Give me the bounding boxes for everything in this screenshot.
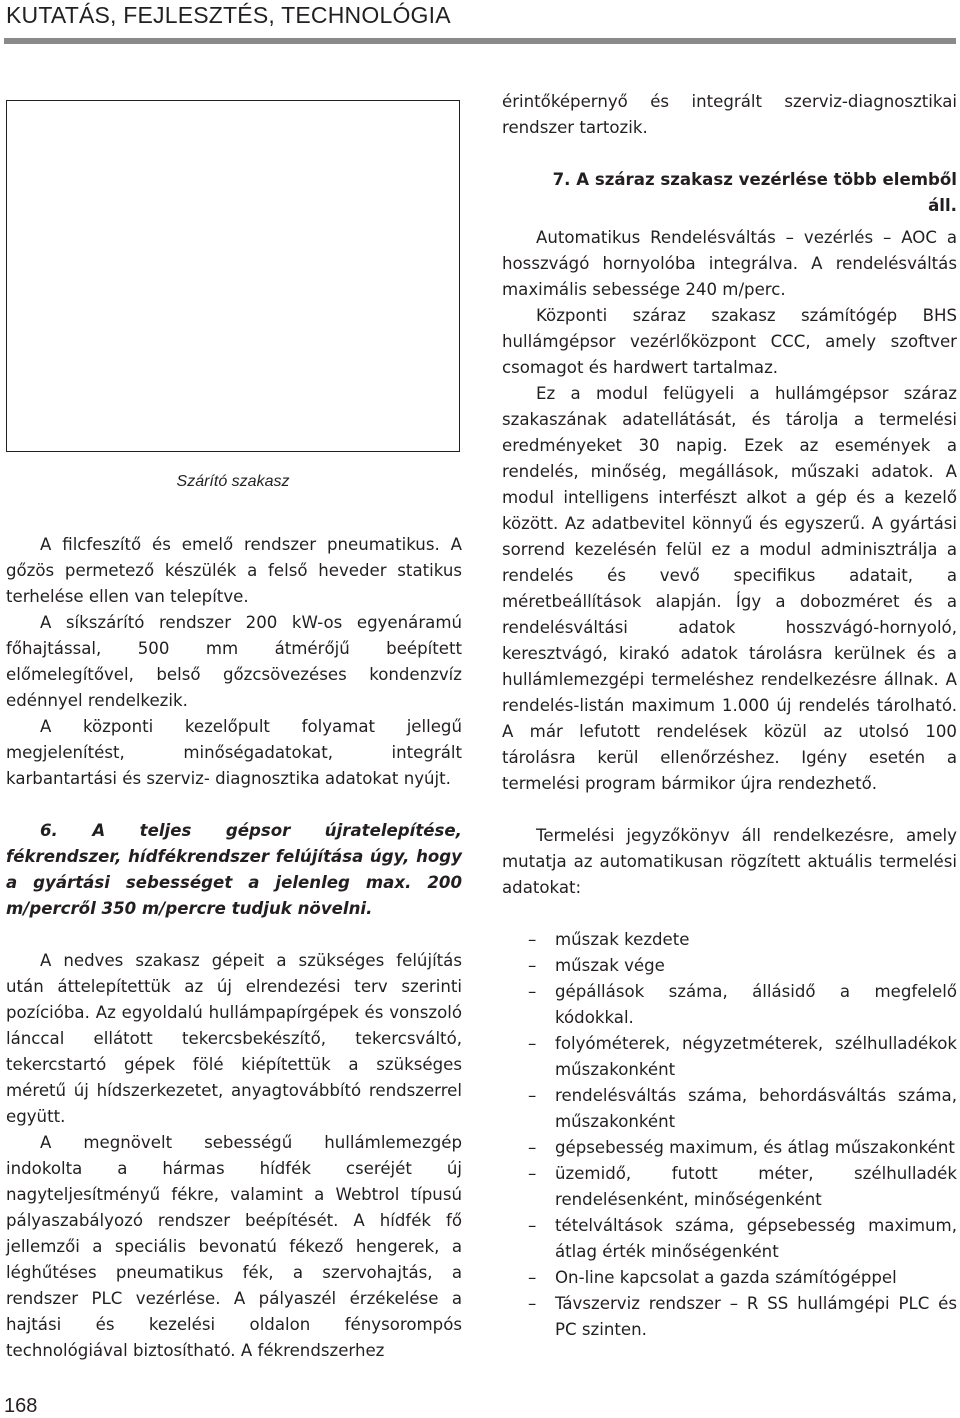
list-item: – gépállások száma, állásidő a megfelelő kódokkal. bbox=[502, 979, 957, 1031]
right-column-top bbox=[502, 89, 957, 219]
page-number: 168 bbox=[4, 1395, 38, 1417]
paragraph-continuation: érintőképernyő és integrált szerviz-diagnosztikai rendszer tartozik. bbox=[502, 92, 957, 137]
section-heading-6: 6. A teljes gépsor újratelepítése, fékrendszer, hídfékrendszer felújítása úgy, hogy a gyártási sebességet a jelenleg max. 200 m/percről 350 m/percre tudjuk növelni. bbox=[6, 821, 462, 918]
protocol-intro: Termelési jegyzőkönyv áll rendelkezésre, amely mutatja az automatikusan rögzített aktuális termelési adatokat: bbox=[502, 826, 957, 897]
list-item: – üzemidő, futott méter, szélhulladék rendelésenként, minőségenként bbox=[502, 1161, 957, 1213]
protocol-list bbox=[502, 927, 957, 1343]
section-heading-7: 7. A száraz szakasz vezérlése több elemből áll. bbox=[552, 170, 957, 215]
list-item: – On-line kapcsolat a gazda számítógéppel bbox=[502, 1265, 957, 1291]
list-item: – műszak kezdete bbox=[502, 927, 957, 953]
list-item: – Távszerviz rendszer – R SS hullámgépi PLC és PC szinten. bbox=[502, 1291, 957, 1343]
paragraph: A megnövelt sebességű hullámlemezgép indokolta a hármas hídfék cseréjét új nagyteljesítményű fékre, valamint a Webtrol típusú pályaszabályozó rendszer beépítését. A hídfék fő jellemzői a speciális bevonatú fékező hengerek, a léghűtéses pneumatikus fék, a szervohajtás, a rendszer PLC vezérlése. A pályaszél érzékelése a hajtási és kezelési oldalon fénysorompós technológiával biztosítható. A fékrendszerhez bbox=[6, 1133, 462, 1360]
paragraph: A nedves szakasz gépeit a szükséges felújítás után áttelepítettük az új elrendezési terv szerinti pozícióba. Az egyoldalú hullámpapírgépek és vonszoló lánccal ellátott tekercsbekészítő, tekercsváltó, tekercstartó gépek fölé kiépítettük a szükséges méretű új hídszerkezetet, anyagtovábbító rendszerrel együtt. bbox=[6, 951, 462, 1126]
list-item: – gépsebesség maximum, és átlag műszakonként bbox=[502, 1135, 957, 1161]
list-item: – rendelésváltás száma, behordásváltás száma, műszakonként bbox=[502, 1083, 957, 1135]
running-header: KUTATÁS, FEJLESZTÉS, TECHNOLÓGIA bbox=[6, 2, 451, 28]
list-item: – folyóméterek, négyzetméterek, szélhulladékok műszakonként bbox=[502, 1031, 957, 1083]
paragraph: Ez a modul felügyeli a hullámgépsor száraz szakaszának adatellátását, és tárolja a termelési eredményeket 30 napig. Ezek az események a rendelés, minőség, megállások, műszaki adatok. A modul intelligens interfészt alkot a gép és a kezelő között. Az adatbevitel könnyű és egyszerű. A gyártási sorrend kezelésén felül ez a modul adminisztrálja a rendelés és vevő specifikus adatait, a méretbeállítások alapján. Így a dobozméret és a rendelésváltási adatok hosszvágó-hornyoló, keresztvágó, kirakó adatok tárolásra kerülnek és a hullámlemezgépi termeléshez rendelkezésre állnak. A rendelés-listán maximum 1.000 új rendelés tárolható. A már lefutott rendelések közül az utolsó 100 tárolásra kerül ellenőrzéshez. Igény esetén a termelési program bármikor újra rendezhető. bbox=[502, 384, 957, 793]
list-item: – műszak vége bbox=[502, 953, 957, 979]
header-rule bbox=[4, 38, 956, 44]
paragraph: A síkszárító rendszer 200 kW-os egyenáramú főhajtással, 500 mm átmérőjű beépített előmelegítővel, belső gőzcsövezéses kondenzvíz edénnyel rendelkezik. bbox=[6, 613, 462, 710]
paragraph: Központi száraz szakasz számítógép BHS hullámgépsor vezérlőközpont CCC, amely szoftver csomagot és hardwert tartalmaz. bbox=[502, 306, 957, 377]
list-item: – tételváltások száma, gépsebesség maximum, átlag érték minőségenként bbox=[502, 1213, 957, 1265]
figure-placeholder bbox=[6, 100, 460, 452]
paragraph: A központi kezelőpult folyamat jellegű megjelenítést, minőségadatokat, integrált karbantartási és szerviz- diagnosztika adatokat nyújt. bbox=[6, 717, 462, 788]
left-column bbox=[6, 532, 462, 1364]
right-column bbox=[502, 225, 957, 1343]
figure-caption: Szárító szakasz bbox=[176, 473, 290, 490]
paragraph: A filcfeszítő és emelő rendszer pneumatikus. A gőzös permetező készülék a felső heveder statikus terhelése ellen van telepítve. bbox=[6, 535, 462, 606]
paragraph: Automatikus Rendelésváltás – vezérlés – AOC a hosszvágó hornyolóba integrálva. A rendelésváltás maximális sebessége 240 m/perc. bbox=[502, 228, 957, 299]
